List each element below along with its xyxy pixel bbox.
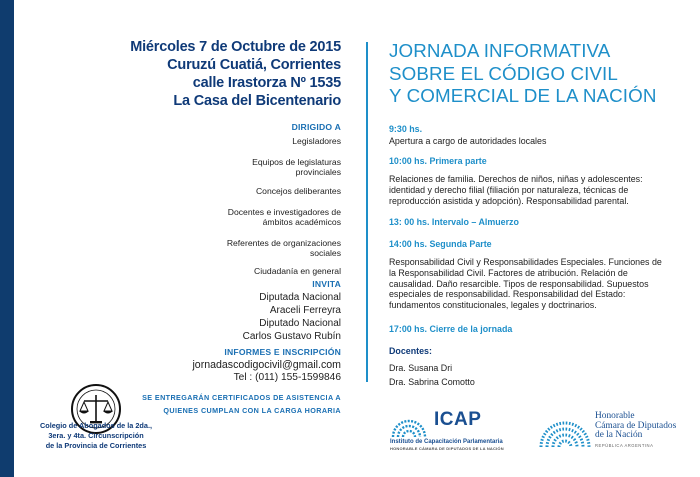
- teacher-name: Dra. Sabrina Comotto: [389, 377, 475, 387]
- schedule-text: Relaciones de familia. Derechos de niños, niñas y adolescentes: identidad y derecho filial (filiación por naturaleza, técnicas de reproducción asistida y adopción). Responsabilidad parental.: [389, 174, 643, 206]
- certificates-line: SE ENTREGARÁN CERTIFICADOS DE ASISTENCIA A: [142, 393, 341, 402]
- audience-item: Concejos deliberantes: [255, 186, 341, 196]
- schedule-time: 17:00 hs. Cierre de la jornada: [389, 324, 513, 334]
- icap-subtitle: Instituto de Capacitación Parlamentaria: [390, 439, 503, 445]
- schedule-time: 13: 00 hs. Intervalo – Almuerzo: [389, 217, 519, 227]
- icap-logo: [390, 407, 502, 455]
- schedule-time: 14:00 hs. Segunda Parte: [389, 239, 492, 249]
- page-title: JORNADA INFORMATIVA SOBRE EL CÓDIGO CIVIL Y COMERCIAL DE LA NACIÓN: [389, 40, 657, 106]
- event-address: calle Irastorza Nº 1535: [192, 75, 341, 91]
- schedule-text: Apertura a cargo de autoridades locales: [389, 136, 547, 146]
- event-city: Curuzú Cuatiá, Corrientes: [167, 57, 341, 73]
- event-date: Miércoles 7 de Octubre de 2015: [130, 39, 341, 55]
- icap-name: ICAP: [434, 409, 482, 430]
- hcdn-name: Honorable Cámara de Diputados de la Nación: [595, 411, 677, 441]
- certificates-line: QUIENES CUMPLAN CON LA CARGA HORARIA: [163, 405, 341, 415]
- audience-item: Referentes de organizaciones sociales: [226, 238, 341, 259]
- column-divider: [366, 42, 368, 382]
- hcdn-logo: [535, 407, 693, 453]
- audience-item: Ciudadanía en general: [254, 266, 341, 276]
- teachers-heading: Docentes:: [389, 346, 432, 356]
- invitation-line: Diputada Nacional: [259, 292, 341, 303]
- audience-item: Docentes e investigadores de ámbitos académicos: [227, 207, 341, 228]
- audience-item: Legisladores: [292, 136, 341, 146]
- contact-heading: INFORMES E INSCRIPCIÓN: [224, 347, 341, 357]
- contact-phone: Tel : (011) 155-1599846: [233, 372, 341, 383]
- icap-chamber: HONORABLE CÁMARA DE DIPUTADOS DE LA NACIÓN: [390, 446, 504, 451]
- teacher-name: Dra. Susana Dri: [389, 363, 453, 373]
- audience-item: Equipos de legislaturas provinciales: [252, 157, 341, 178]
- invitation-line: Carlos Gustavo Rubín: [242, 331, 341, 342]
- audience-heading: DIRIGIDO A: [291, 122, 341, 132]
- event-venue: La Casa del Bicentenario: [173, 93, 341, 109]
- college-name: Colegio de Abogados de la 2da., 3era. y 4ta. Circunscripción de la Provincia de Corrientes: [39, 421, 153, 450]
- schedule-text: Responsabilidad Civil y Responsabilidades Especiales. Funciones de la Responsabilidad Civil. Factores de atribución. Relación de causalidad. Daño resarcible. Tipos de responsabilidad. Supuestos especiales de responsabilidad. Responsabilidad del Estado: fundamentos constitucionales, legales y doctrinarios.: [389, 257, 662, 311]
- event-info: [130, 38, 341, 110]
- contact-email[interactable]: jornadascodigocivil@gmail.com: [192, 359, 341, 371]
- schedule-time: 9:30 hs.: [389, 124, 423, 134]
- chamber-dome-icon: [535, 407, 595, 451]
- schedule-time: 10:00 hs. Primera parte: [389, 156, 487, 166]
- invitation-line: Diputado Nacional: [259, 318, 341, 329]
- certificates-note: [142, 392, 341, 417]
- hcdn-country: REPÚBLICA ARGENTINA: [595, 443, 654, 448]
- left-edge-bar: [0, 0, 14, 477]
- invitation-heading: INVITA: [312, 279, 341, 289]
- invitation-line: Araceli Ferreyra: [269, 305, 341, 316]
